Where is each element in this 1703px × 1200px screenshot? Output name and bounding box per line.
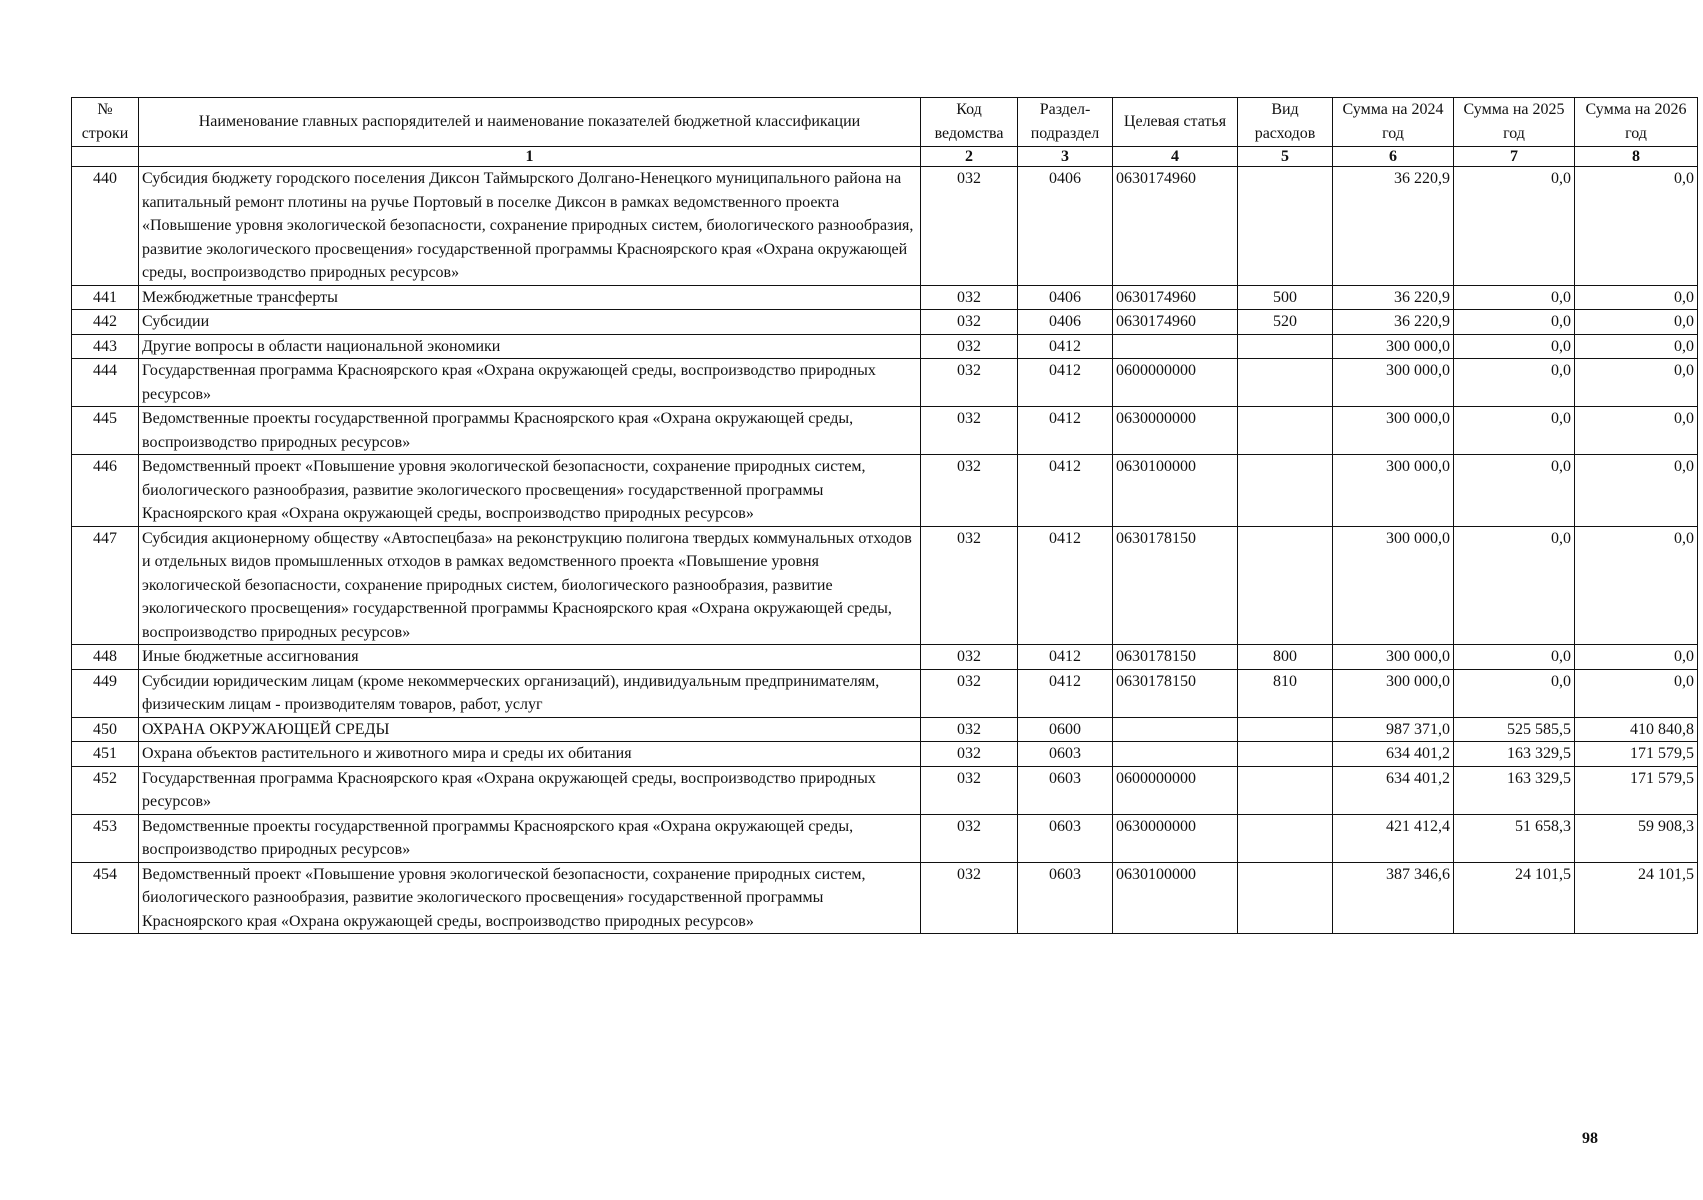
header-target-article: Целевая статья — [1113, 98, 1238, 147]
sum-2024-cell: 987 371,0 — [1333, 717, 1454, 742]
section-cell: 0412 — [1018, 455, 1113, 527]
page-number: 98 — [1582, 1130, 1598, 1147]
sum-2024-cell: 300 000,0 — [1333, 334, 1454, 359]
row-name-cell: Ведомственный проект «Повышение уровня экологической безопасности, сохранение природных систем, биологического разнообразия, развитие экологического просвещения» государственной программы Красноярского края «Охрана окружающей среды, воспроизводство природных ресурсов» — [139, 455, 921, 527]
column-number: 2 — [921, 147, 1018, 167]
table-row — [72, 669, 1698, 717]
sum-2026-cell: 24 101,5 — [1575, 862, 1698, 934]
dept-code-cell: 032 — [921, 407, 1018, 455]
section-cell: 0412 — [1018, 645, 1113, 670]
row-number-cell: 443 — [72, 334, 139, 359]
row-number-cell: 452 — [72, 766, 139, 814]
section-cell: 0603 — [1018, 742, 1113, 767]
row-name-cell: Субсидии — [139, 310, 921, 335]
row-number-cell: 440 — [72, 167, 139, 286]
dept-code-cell: 032 — [921, 167, 1018, 286]
section-cell: 0406 — [1018, 310, 1113, 335]
expense-type-cell — [1238, 359, 1333, 407]
target-article-cell — [1113, 742, 1238, 767]
dept-code-cell: 032 — [921, 310, 1018, 335]
column-number: 7 — [1454, 147, 1575, 167]
expense-type-cell — [1238, 717, 1333, 742]
table-row — [72, 645, 1698, 670]
sum-2025-cell: 51 658,3 — [1454, 814, 1575, 862]
row-name-cell: Субсидии юридическим лицам (кроме некоммерческих организаций), индивидуальным предпринимателям, физическим лицам - производителям товаров, работ, услуг — [139, 669, 921, 717]
dept-code-cell: 032 — [921, 766, 1018, 814]
sum-2025-cell: 0,0 — [1454, 526, 1575, 645]
table-row — [72, 455, 1698, 527]
sum-2025-cell: 0,0 — [1454, 285, 1575, 310]
dept-code-cell: 032 — [921, 742, 1018, 767]
row-number-cell: 454 — [72, 862, 139, 934]
row-number-cell: 453 — [72, 814, 139, 862]
dept-code-cell: 032 — [921, 359, 1018, 407]
sum-2025-cell: 0,0 — [1454, 669, 1575, 717]
row-number-cell: 449 — [72, 669, 139, 717]
sum-2024-cell: 300 000,0 — [1333, 359, 1454, 407]
target-article-cell: 0630100000 — [1113, 455, 1238, 527]
sum-2024-cell: 300 000,0 — [1333, 407, 1454, 455]
header-sum-2024: Сумма на 2024 год — [1333, 98, 1454, 147]
target-article-cell: 0600000000 — [1113, 359, 1238, 407]
row-name-cell: Ведомственные проекты государственной программы Красноярского края «Охрана окружающей среды, воспроизводство природных ресурсов» — [139, 814, 921, 862]
sum-2025-cell: 163 329,5 — [1454, 766, 1575, 814]
row-number-cell: 446 — [72, 455, 139, 527]
target-article-cell: 0630000000 — [1113, 407, 1238, 455]
target-article-cell: 0630178150 — [1113, 645, 1238, 670]
row-name-cell: Ведомственный проект «Повышение уровня экологической безопасности, сохранение природных систем, биологического разнообразия, развитие экологического просвещения» государственной программы Красноярского края «Охрана окружающей среды, воспроизводство природных ресурсов» — [139, 862, 921, 934]
sum-2024-cell: 421 412,4 — [1333, 814, 1454, 862]
row-number-cell: 445 — [72, 407, 139, 455]
sum-2025-cell: 0,0 — [1454, 407, 1575, 455]
table-body — [72, 167, 1698, 934]
sum-2025-cell: 525 585,5 — [1454, 717, 1575, 742]
sum-2025-cell: 0,0 — [1454, 645, 1575, 670]
section-cell: 0603 — [1018, 862, 1113, 934]
sum-2025-cell: 163 329,5 — [1454, 742, 1575, 767]
sum-2026-cell: 171 579,5 — [1575, 742, 1698, 767]
sum-2026-cell: 0,0 — [1575, 167, 1698, 286]
row-number-cell: 444 — [72, 359, 139, 407]
section-cell: 0412 — [1018, 334, 1113, 359]
sum-2025-cell: 0,0 — [1454, 167, 1575, 286]
column-number: 5 — [1238, 147, 1333, 167]
row-name-cell: Государственная программа Красноярского края «Охрана окружающей среды, воспроизводство природных ресурсов» — [139, 359, 921, 407]
dept-code-cell: 032 — [921, 455, 1018, 527]
section-cell: 0406 — [1018, 167, 1113, 286]
row-number-cell: 451 — [72, 742, 139, 767]
column-number: 4 — [1113, 147, 1238, 167]
expense-type-cell — [1238, 455, 1333, 527]
row-name-cell: Другие вопросы в области национальной экономики — [139, 334, 921, 359]
row-name-cell: Субсидия бюджету городского поселения Диксон Таймырского Долгано-Ненецкого муниципального района на капитальный ремонт плотины на ручье Портовый в поселке Диксон в рамках ведомственного проекта «Повышение уровня экологической безопасности, сохранение природных систем, биологического разнообразия, развитие экологического просвещения» государственной программы Красноярского края «Охрана окружающей среды, воспроизводство природных ресурсов» — [139, 167, 921, 286]
sum-2025-cell: 0,0 — [1454, 334, 1575, 359]
sum-2026-cell: 0,0 — [1575, 645, 1698, 670]
target-article-cell: 0630174960 — [1113, 310, 1238, 335]
sum-2025-cell: 0,0 — [1454, 455, 1575, 527]
sum-2024-cell: 300 000,0 — [1333, 645, 1454, 670]
table-row — [72, 359, 1698, 407]
sum-2026-cell: 0,0 — [1575, 526, 1698, 645]
sum-2024-cell: 387 346,6 — [1333, 862, 1454, 934]
row-name-cell: Ведомственные проекты государственной программы Красноярского края «Охрана окружающей среды, воспроизводство природных ресурсов» — [139, 407, 921, 455]
sum-2024-cell: 36 220,9 — [1333, 285, 1454, 310]
budget-table — [71, 97, 1698, 934]
expense-type-cell: 500 — [1238, 285, 1333, 310]
sum-2025-cell: 0,0 — [1454, 310, 1575, 335]
header-dept-code: Код ведомства — [921, 98, 1018, 147]
expense-type-cell — [1238, 862, 1333, 934]
row-name-cell: Государственная программа Красноярского края «Охрана окружающей среды, воспроизводство природных ресурсов» — [139, 766, 921, 814]
header-section: Раздел-подраздел — [1018, 98, 1113, 147]
expense-type-cell: 520 — [1238, 310, 1333, 335]
table-row — [72, 285, 1698, 310]
row-name-cell: Охрана объектов растительного и животного мира и среды их обитания — [139, 742, 921, 767]
row-name-cell: Субсидия акционерному обществу «Автоспецбаза» на реконструкцию полигона твердых коммунальных отходов и отдельных видов промышленных отходов в рамках ведомственного проекта «Повышение уровня экологической безопасности, сохранение природных систем, биологического разнообразия, развитие экологического просвещения» государственной программы Красноярского края «Охрана окружающей среды, воспроизводство природных ресурсов» — [139, 526, 921, 645]
column-number: 1 — [139, 147, 921, 167]
expense-type-cell: 810 — [1238, 669, 1333, 717]
table-row — [72, 407, 1698, 455]
table-row — [72, 717, 1698, 742]
sum-2026-cell: 0,0 — [1575, 407, 1698, 455]
sum-2024-cell: 300 000,0 — [1333, 455, 1454, 527]
section-cell: 0600 — [1018, 717, 1113, 742]
expense-type-cell — [1238, 766, 1333, 814]
column-number: 3 — [1018, 147, 1113, 167]
header-row-number: № строки — [72, 98, 139, 147]
table-row — [72, 742, 1698, 767]
target-article-cell: 0630100000 — [1113, 862, 1238, 934]
row-number-cell: 448 — [72, 645, 139, 670]
section-cell: 0412 — [1018, 359, 1113, 407]
sum-2026-cell: 0,0 — [1575, 359, 1698, 407]
target-article-cell: 0630174960 — [1113, 167, 1238, 286]
expense-type-cell: 800 — [1238, 645, 1333, 670]
column-number: 8 — [1575, 147, 1698, 167]
dept-code-cell: 032 — [921, 285, 1018, 310]
section-cell: 0603 — [1018, 766, 1113, 814]
sum-2026-cell: 0,0 — [1575, 455, 1698, 527]
dept-code-cell: 032 — [921, 526, 1018, 645]
dept-code-cell: 032 — [921, 717, 1018, 742]
sum-2026-cell: 410 840,8 — [1575, 717, 1698, 742]
header-expense-type: Вид расходов — [1238, 98, 1333, 147]
header-sum-2025: Сумма на 2025 год — [1454, 98, 1575, 147]
row-number-cell: 441 — [72, 285, 139, 310]
header-row — [72, 98, 1698, 147]
sum-2026-cell: 59 908,3 — [1575, 814, 1698, 862]
dept-code-cell: 032 — [921, 645, 1018, 670]
sum-2024-cell: 300 000,0 — [1333, 669, 1454, 717]
sum-2024-cell: 634 401,2 — [1333, 742, 1454, 767]
sum-2026-cell: 0,0 — [1575, 334, 1698, 359]
row-number-cell: 450 — [72, 717, 139, 742]
sum-2026-cell: 0,0 — [1575, 285, 1698, 310]
table-row — [72, 526, 1698, 645]
sum-2024-cell: 300 000,0 — [1333, 526, 1454, 645]
target-article-cell: 0630000000 — [1113, 814, 1238, 862]
row-name-cell: Межбюджетные трансферты — [139, 285, 921, 310]
expense-type-cell — [1238, 407, 1333, 455]
section-cell: 0412 — [1018, 669, 1113, 717]
sum-2025-cell: 0,0 — [1454, 359, 1575, 407]
section-cell: 0412 — [1018, 407, 1113, 455]
target-article-cell: 0630178150 — [1113, 526, 1238, 645]
expense-type-cell — [1238, 814, 1333, 862]
expense-type-cell — [1238, 742, 1333, 767]
sum-2026-cell: 171 579,5 — [1575, 766, 1698, 814]
row-number-cell: 447 — [72, 526, 139, 645]
sum-2026-cell: 0,0 — [1575, 669, 1698, 717]
target-article-cell — [1113, 717, 1238, 742]
table-row — [72, 814, 1698, 862]
table-row — [72, 862, 1698, 934]
row-name-cell: Иные бюджетные ассигнования — [139, 645, 921, 670]
section-cell: 0406 — [1018, 285, 1113, 310]
dept-code-cell: 032 — [921, 334, 1018, 359]
dept-code-cell: 032 — [921, 814, 1018, 862]
expense-type-cell — [1238, 167, 1333, 286]
target-article-cell — [1113, 334, 1238, 359]
sum-2024-cell: 36 220,9 — [1333, 310, 1454, 335]
table-row — [72, 766, 1698, 814]
expense-type-cell — [1238, 334, 1333, 359]
sum-2024-cell: 36 220,9 — [1333, 167, 1454, 286]
table-header — [72, 98, 1698, 167]
section-cell: 0412 — [1018, 526, 1113, 645]
header-name: Наименование главных распорядителей и наименование показателей бюджетной классификации — [139, 98, 921, 147]
section-cell: 0603 — [1018, 814, 1113, 862]
sum-2024-cell: 634 401,2 — [1333, 766, 1454, 814]
sum-2026-cell: 0,0 — [1575, 310, 1698, 335]
dept-code-cell: 032 — [921, 669, 1018, 717]
row-name-cell: ОХРАНА ОКРУЖАЮЩЕЙ СРЕДЫ — [139, 717, 921, 742]
column-number: 6 — [1333, 147, 1454, 167]
target-article-cell: 0600000000 — [1113, 766, 1238, 814]
target-article-cell: 0630178150 — [1113, 669, 1238, 717]
dept-code-cell: 032 — [921, 862, 1018, 934]
table-row — [72, 167, 1698, 286]
column-number-row — [72, 147, 1698, 167]
table-row — [72, 310, 1698, 335]
row-number-cell: 442 — [72, 310, 139, 335]
sum-2025-cell: 24 101,5 — [1454, 862, 1575, 934]
table-row — [72, 334, 1698, 359]
target-article-cell: 0630174960 — [1113, 285, 1238, 310]
header-sum-2026: Сумма на 2026 год — [1575, 98, 1698, 147]
expense-type-cell — [1238, 526, 1333, 645]
column-number — [72, 147, 139, 167]
